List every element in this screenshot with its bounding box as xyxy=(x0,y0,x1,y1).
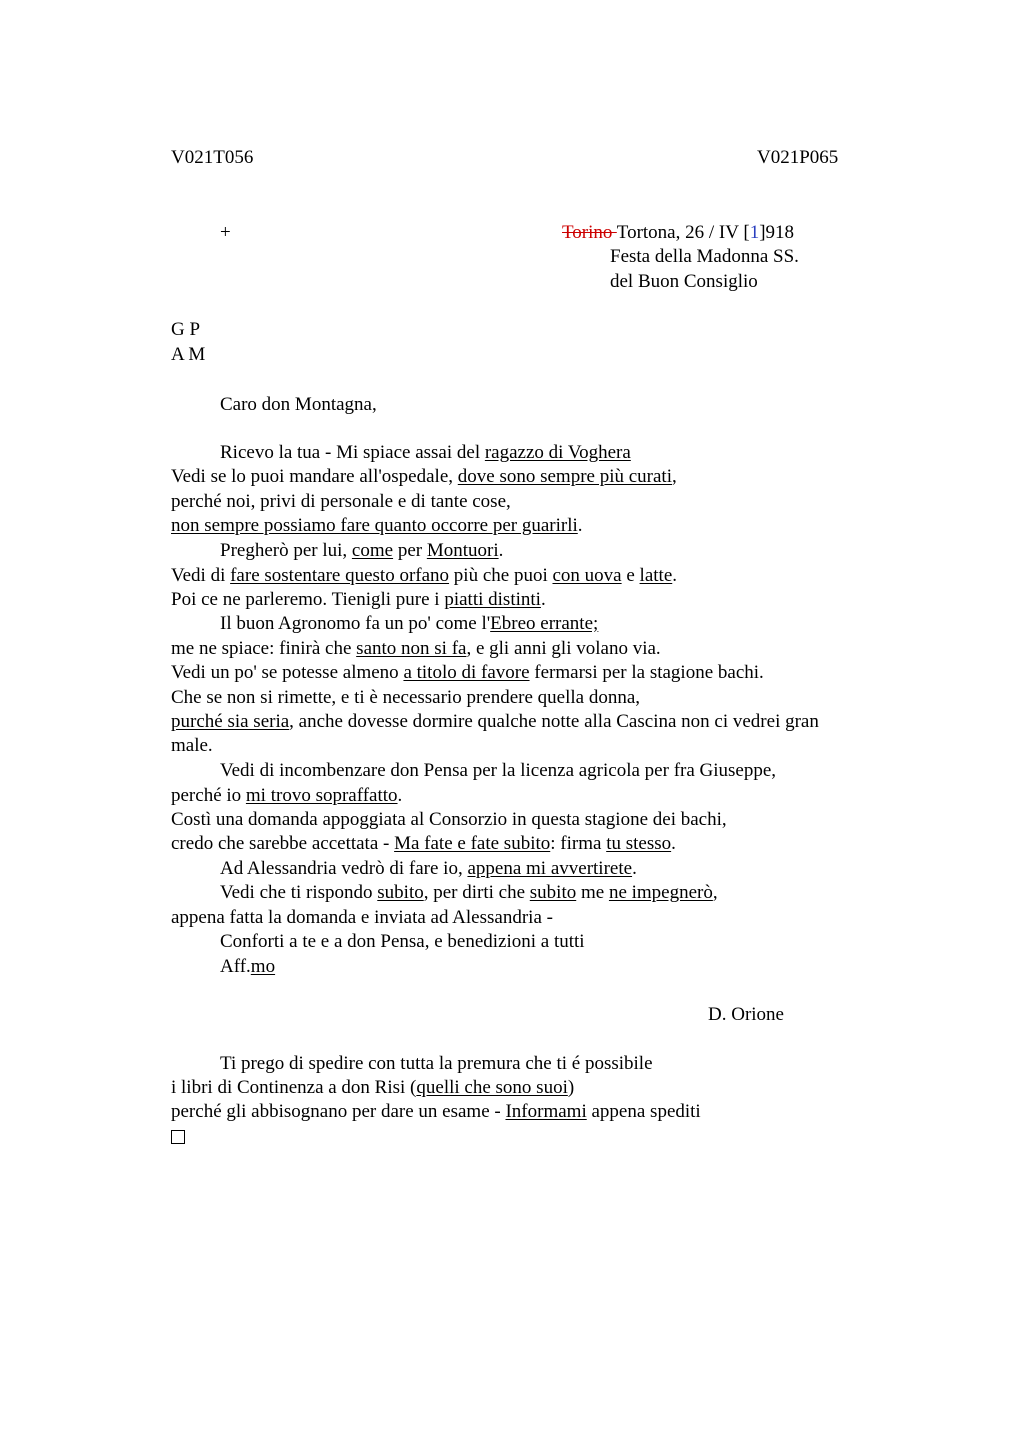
body-line: Costì una domanda appoggiata al Consorzio in questa stagione dei bachi, xyxy=(171,809,727,830)
dateline-feast: Festa della Madonna SS. xyxy=(610,246,799,267)
struck-place: Torino xyxy=(562,222,617,243)
monogram-row-1: G P xyxy=(171,319,201,340)
date-inserted-digit: 1 xyxy=(749,222,760,243)
dateline xyxy=(562,221,794,245)
signature: D. Orione xyxy=(708,1004,784,1025)
body-line: credo che sarebbe accettata - Ma fate e fate subito: firma tu stesso. xyxy=(171,833,676,854)
body-line: Ad Alessandria vedrò di fare io, appena mi avvertirete. xyxy=(220,858,637,879)
body-line: male. xyxy=(171,735,213,756)
body-line: Vedi un po' se potesse almeno a titolo di favore fermarsi per la stagione bachi. xyxy=(171,662,764,683)
body-line: Il buon Agronomo fa un po' come l'Ebreo errante; xyxy=(220,613,599,634)
postscript-line: perché gli abbisognano per dare un esame - Informami appena spediti xyxy=(171,1101,701,1122)
body-line: Poi ce ne parleremo. Tienigli pure i piatti distinti. xyxy=(171,589,546,610)
body-line: non sempre possiamo fare quanto occorre per guarirli. xyxy=(171,515,583,536)
checkbox-square-icon xyxy=(171,1127,185,1151)
monogram-row-2: A M xyxy=(171,344,206,365)
body-line: Vedi che ti rispondo subito, per dirti che subito me ne impegnerò, xyxy=(220,882,718,903)
body-line: perché io mi trovo sopraffatto. xyxy=(171,785,403,806)
body-line: Vedi se lo puoi mandare all'ospedale, dove sono sempre più curati, xyxy=(171,466,677,487)
date-year-rest: ]918 xyxy=(759,222,795,243)
body-line: Pregherò per lui, come per Montuori. xyxy=(220,540,504,561)
body-line: me ne spiace: finirà che santo non si fa, e gli anni gli volano via. xyxy=(171,638,661,659)
body-line: Vedi di incombenzare don Pensa per la licenza agricola per fra Giuseppe, xyxy=(220,760,777,781)
body-line: appena fatta la domanda e inviata ad Alessandria - xyxy=(171,907,553,928)
document-code-left: V021T056 xyxy=(171,147,254,168)
body-line: purché sia seria, anche dovesse dormire qualche notte alla Cascina non ci vedrei gran xyxy=(171,711,819,732)
body-line: Conforti a te e a don Pensa, e benedizioni a tutti xyxy=(220,931,585,952)
body-line: Ricevo la tua - Mi spiace assai del ragazzo di Voghera xyxy=(220,442,631,463)
postscript-line: Ti prego di spedire con tutta la premura che ti é possibile xyxy=(220,1053,653,1074)
body-line: Vedi di fare sostentare questo orfano più che puoi con uova e latte. xyxy=(171,565,677,586)
cross-mark: + xyxy=(220,222,231,243)
document-code-right: V021P065 xyxy=(757,147,839,168)
date-place: Tortona, 26 / IV [ xyxy=(616,222,750,243)
body-line: Che se non si rimette, e ti è necessario prendere quella donna, xyxy=(171,687,641,708)
body-line: perché noi, privi di personale e di tante cose, xyxy=(171,491,511,512)
salutation: Caro don Montagna, xyxy=(220,394,377,415)
closing-affmo: Aff.mo xyxy=(220,956,276,977)
dateline-feast-cont: del Buon Consiglio xyxy=(610,271,758,292)
postscript-line: i libri di Continenza a don Risi (quelli che sono suoi) xyxy=(171,1077,575,1098)
